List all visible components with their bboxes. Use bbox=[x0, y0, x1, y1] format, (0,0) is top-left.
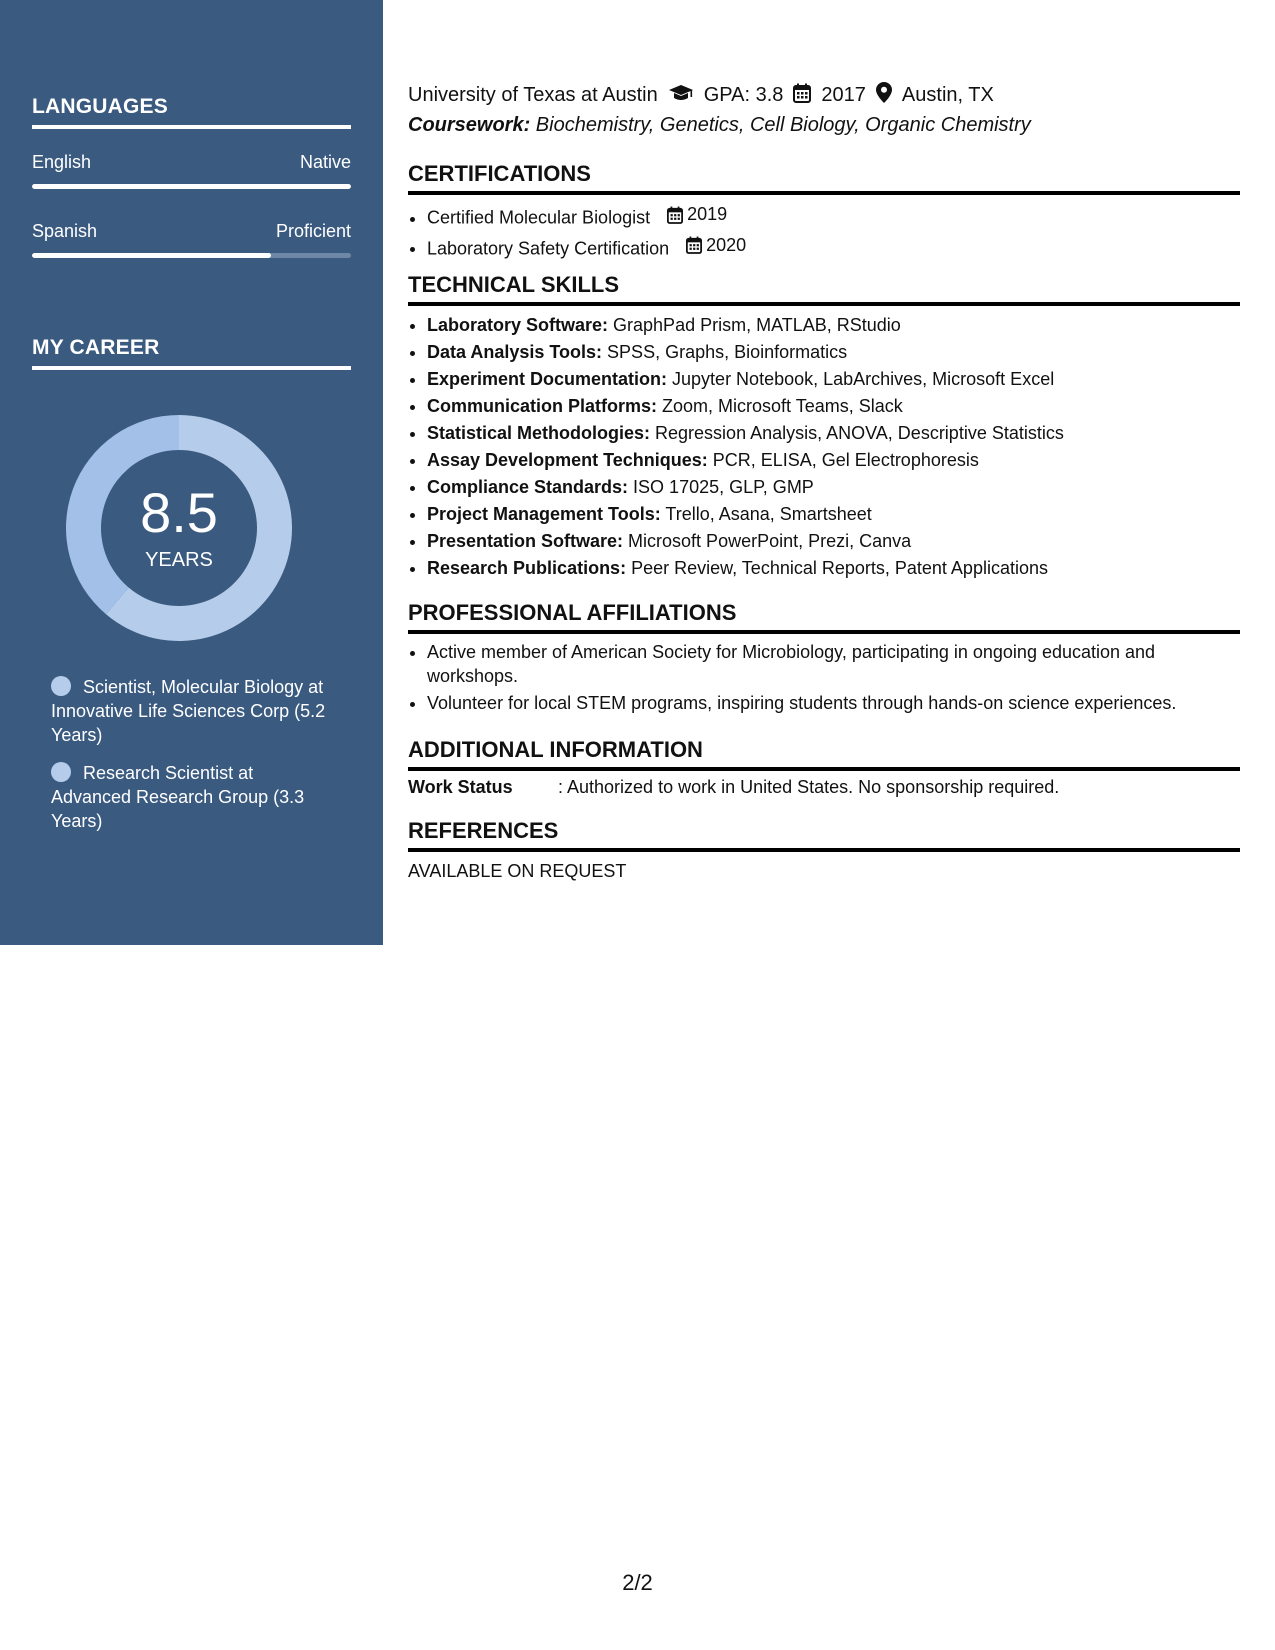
career-item-text: Research Scientist at Advanced Research Group (3.3 Years) bbox=[51, 763, 305, 831]
skill-label: Research Publications: bbox=[427, 558, 627, 578]
languages-heading: LANGUAGES bbox=[32, 95, 351, 129]
skill-item bbox=[427, 420, 1240, 447]
certification-name: Laboratory Safety Certification bbox=[427, 238, 670, 258]
skill-item bbox=[427, 501, 1240, 528]
certification-year: 2020 bbox=[706, 234, 747, 255]
skill-item bbox=[427, 555, 1240, 582]
skill-label: Compliance Standards: bbox=[427, 477, 629, 497]
education-line bbox=[408, 82, 994, 109]
donut-center bbox=[66, 415, 292, 641]
skill-label: Assay Development Techniques: bbox=[427, 450, 708, 470]
coursework-label: Coursework: bbox=[408, 114, 531, 136]
gpa: GPA: 3.8 bbox=[703, 84, 784, 106]
career-item bbox=[51, 761, 331, 833]
affiliation-item: • Active member of American Society for Microbiology, participating in ongoing education and workshops. bbox=[427, 640, 1240, 688]
references-heading: REFERENCES bbox=[408, 818, 1240, 852]
page-number: 2/2 bbox=[622, 1570, 653, 1595]
skill-label: Data Analysis Tools: bbox=[427, 342, 603, 362]
location-pin-icon bbox=[876, 82, 892, 109]
career-years-value: 8.5 bbox=[140, 480, 218, 544]
skill-item bbox=[427, 312, 1240, 339]
skill-value: Regression Analysis, ANOVA, Descriptive Statistics bbox=[650, 423, 1064, 443]
language-level: Proficient bbox=[275, 221, 351, 241]
skill-item bbox=[427, 393, 1240, 420]
affiliations-heading: PROFESSIONAL AFFILIATIONS bbox=[408, 600, 1240, 634]
certification-date bbox=[667, 201, 727, 228]
skill-item bbox=[427, 339, 1240, 366]
skill-item bbox=[427, 474, 1240, 501]
calendar-icon bbox=[686, 236, 702, 254]
technical-skills-list bbox=[408, 312, 1240, 582]
skill-value: ISO 17025, GLP, GMP bbox=[628, 477, 814, 497]
calendar-icon bbox=[793, 83, 811, 109]
certification-name: Certified Molecular Biologist bbox=[427, 207, 651, 228]
legend-dot-icon bbox=[51, 676, 71, 696]
coursework-line bbox=[408, 114, 1031, 137]
certification-date bbox=[686, 232, 746, 259]
skill-value: Zoom, Microsoft Teams, Slack bbox=[657, 396, 903, 416]
career-years-unit: YEARS bbox=[145, 548, 213, 571]
skill-value: Microsoft PowerPoint, Prezi, Canva bbox=[623, 531, 912, 551]
skill-value: PCR, ELISA, Gel Electrophoresis bbox=[707, 450, 979, 470]
calendar-icon bbox=[667, 206, 683, 224]
certifications-list bbox=[408, 201, 1240, 262]
language-level: Native bbox=[299, 152, 351, 172]
language-bar-fill bbox=[32, 184, 351, 189]
skill-item bbox=[427, 366, 1240, 393]
sidebar bbox=[0, 0, 383, 945]
skill-label: Experiment Documentation: bbox=[427, 369, 668, 389]
graduation-year: 2017 bbox=[821, 84, 866, 106]
career-heading: MY CAREER bbox=[32, 336, 351, 370]
school-location: Austin, TX bbox=[901, 84, 994, 106]
language-name: Spanish bbox=[32, 221, 98, 241]
skill-value: GraphPad Prism, MATLAB, RStudio bbox=[608, 315, 901, 335]
skill-label: Communication Platforms: bbox=[427, 396, 658, 416]
references-text: AVAILABLE ON REQUEST bbox=[408, 861, 627, 881]
affiliations-list bbox=[408, 640, 1240, 718]
language-name: English bbox=[32, 152, 92, 172]
technical-skills-heading: TECHNICAL SKILLS bbox=[408, 272, 1240, 306]
additional-info-heading: ADDITIONAL INFORMATION bbox=[408, 737, 1240, 771]
certifications-heading: CERTIFICATIONS bbox=[408, 161, 1240, 195]
certification-item bbox=[427, 201, 1240, 232]
language-row-english bbox=[32, 152, 351, 173]
legend-dot-icon bbox=[51, 762, 71, 782]
certification-item bbox=[427, 232, 1240, 263]
skill-value: Peer Review, Technical Reports, Patent Applications bbox=[626, 558, 1048, 578]
language-bar-english bbox=[32, 184, 351, 189]
skill-item bbox=[427, 447, 1240, 474]
skill-label: Project Management Tools: bbox=[427, 504, 661, 524]
language-bar-fill bbox=[32, 253, 271, 258]
skill-label: Statistical Methodologies: bbox=[427, 423, 651, 443]
skill-value: Jupyter Notebook, LabArchives, Microsoft Excel bbox=[667, 369, 1055, 389]
career-item bbox=[51, 675, 331, 747]
coursework-list: Biochemistry, Genetics, Cell Biology, Organic Chemistry bbox=[530, 114, 1031, 136]
skill-label: Laboratory Software: bbox=[427, 315, 609, 335]
skill-value: Trello, Asana, Smartsheet bbox=[660, 504, 872, 524]
graduation-cap-icon bbox=[668, 84, 694, 108]
skill-label: Presentation Software: bbox=[427, 531, 624, 551]
work-status-label: Work Status bbox=[408, 777, 513, 797]
career-item-text: Scientist, Molecular Biology at Innovative Life Sciences Corp (5.2 Years) bbox=[51, 677, 326, 745]
career-donut-chart bbox=[66, 415, 292, 641]
language-row-spanish bbox=[32, 221, 351, 242]
affiliation-item: • Volunteer for local STEM programs, inspiring students through hands-on science experiences. bbox=[427, 691, 1240, 715]
work-status-value: : Authorized to work in United States. No sponsorship required. bbox=[558, 777, 1060, 797]
certification-year: 2019 bbox=[687, 204, 728, 224]
skill-item bbox=[427, 528, 1240, 555]
language-bar-spanish bbox=[32, 253, 351, 258]
school-name: University of Texas at Austin bbox=[408, 84, 658, 106]
work-status-row bbox=[408, 777, 1059, 798]
skill-value: SPSS, Graphs, Bioinformatics bbox=[602, 342, 848, 362]
